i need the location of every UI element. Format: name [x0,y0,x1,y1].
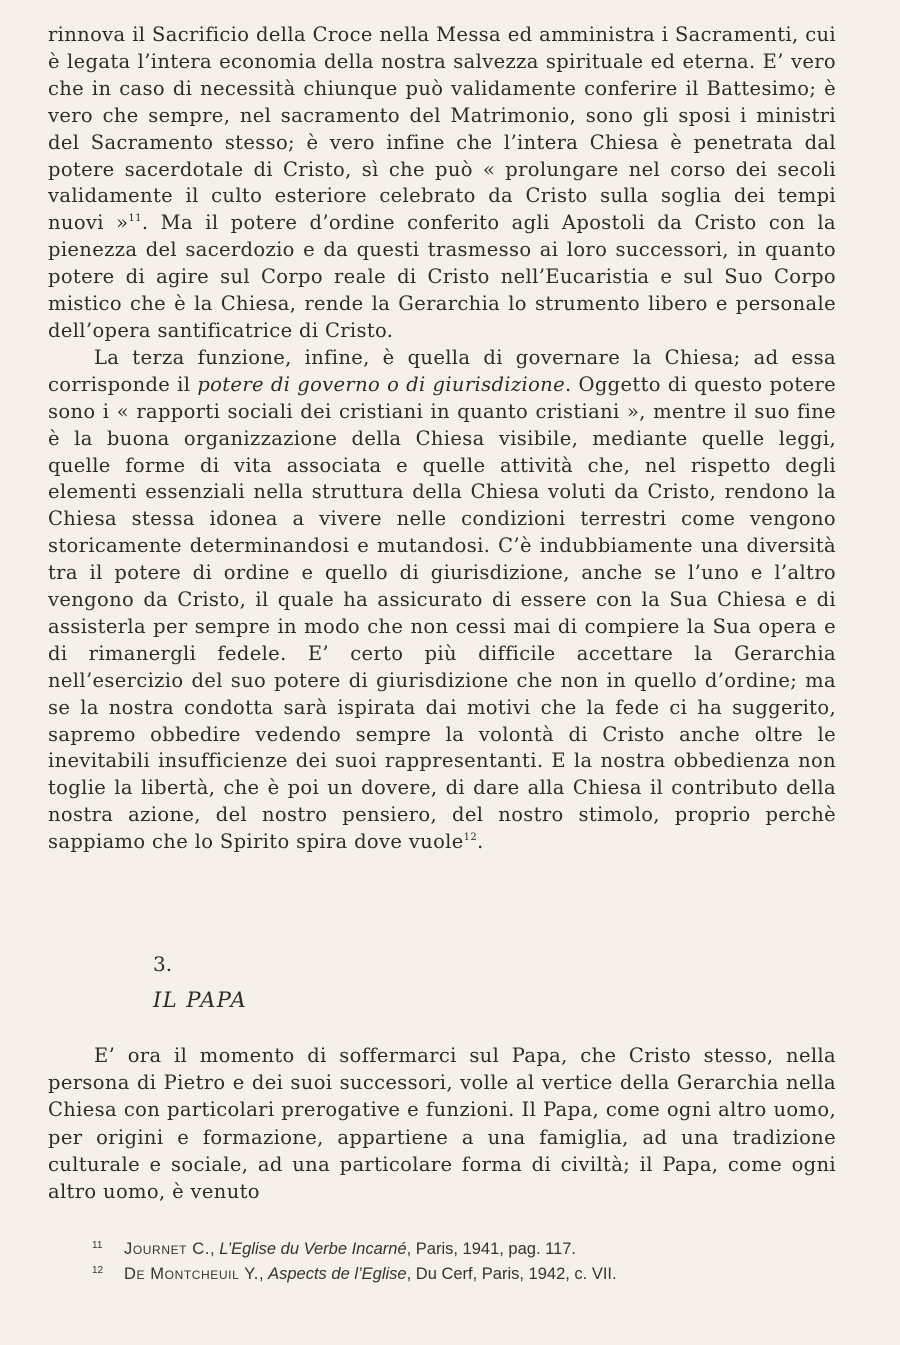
section-number: 3. [153,952,173,976]
paragraph-1 [48,22,836,345]
footnote-ref-12[interactable]: 12 [463,832,478,844]
section-title: IL PAPA [153,988,248,1012]
paragraph-2-emphasis: potere di governo o di giurisdizione [197,372,565,396]
footnote-text: Journet C., L’Eglise du Verbe Incarné, Paris, 1941, pag. 117. [124,1240,577,1258]
footnote-details: , Du Cerf, Paris, 1942, c. VII. [406,1265,617,1283]
footnote-number: 12 [92,1265,104,1276]
footnote-number: 11 [92,1240,103,1251]
footnote-details: , Paris, 1941, pag. 117. [406,1240,577,1258]
main-text [48,22,836,856]
footnote-11 [48,1237,848,1262]
section-paragraph: E’ ora il momento di soffermarci sul Papa, che Cristo stesso, nella persona di Pietro e dei suoi successori, volle al vertice della Gerarchia nella Chiesa con particolari prerogative e funzioni. Il Papa, come ogni altro uomo, per origini e formazione, appartiene a una famiglia, ad una tradizione culturale e sociale, ad una particolare forma di civiltà; il Papa, come ogni altro uomo, è venuto [48,1044,836,1204]
footnote-author: Journet C. [124,1240,211,1258]
footnote-title: L’Eglise du Verbe Incarné [219,1240,407,1258]
footnote-text: De Montcheuil Y., Aspects de l’Eglise, Du Cerf, Paris, 1942, c. VII. [124,1265,617,1283]
paragraph-1-text-b: . Ma il potere d’ordine conferito agli Apostoli da Cristo con la pienezza del sacerdozio e da questi trasmesso ai loro successori, in quanto potere di agire sul Corpo reale di Cristo nell’Eucaristia e sul Suo Corpo mistico che è la Chiesa, rende la Gerarchia lo strumento libero e personale dell’opera santificatrice di Cristo. [48,211,836,342]
footnote-ref-11[interactable]: 11 [128,213,142,225]
paragraph-2 [48,345,836,856]
paragraph-2-text-a: La terza funzione, infine, è quella di governare la Chiesa; ad essa corrisponde il [48,345,836,396]
paragraph-2-text-b: . Oggetto di questo potere sono i « rapporti sociali dei cristiani in quanto cristiani », mentre il suo fine è la buona organizzazione della Chiesa visibile, mediante quelle leggi, quelle forme di vita associata e quelle attività che, nel rispetto degli elementi essenziali nella struttura della Chiesa voluti da Cristo, rendono la Chiesa stessa idonea a vivere nelle condizioni terrestri come vengono storicamente determinandosi e mutandosi. C’è indubbiamente una diversità tra il potere di ordine e quello di giurisdizione, anche se l’uno e l’altro vengono da Cristo, il quale ha assicurato di essere con la Sua Chiesa e di assisterla per sempre in modo che non cessi mai di compiere la Sua opera e di rimanergli fedele. E’ certo più difficile accettare la Gerarchia nell’esercizio del suo potere di giurisdizione che non in quello d’ordine; ma se la nostra condotta sarà ispirata dai motivi che la fede ci ha suggerito, sapremo obbedire vedendo sempre la volontà di Cristo anche oltre le inevitabili insufficienze dei suoi rappresentanti. E la nostra obbedienza non toglie la libertà, che è poi un dovere, di dare alla Chiesa il contributo della nostra azione, del nostro pensiero, del nostro stimolo, proprio perchè sappiamo che lo Spirito spira dove vuole [48,372,837,854]
section-text [48,1042,836,1205]
footnote-12 [48,1262,848,1287]
footnote-title: Aspects de l’Eglise [268,1265,407,1283]
footnotes [48,1237,848,1287]
footnote-author: De Montcheuil Y. [124,1265,259,1283]
paragraph-1-text-a: rinnova il Sacrificio della Croce nella Messa ed amministra i Sacramenti, cui è legata l’intera economia della nostra salvezza spirituale ed eterna. E’ vero che in caso di necessità chiunque può validamente conferire il Battesimo; è vero che sempre, nel sacramento del Matrimonio, sono gli sposi i ministri del Sacramento stesso; è vero infine che l’intera Chiesa è penetrata dal potere sacerdotale di Cristo, sì che può « prolungare nel corso dei secoli validamente il culto esteriore celebrato da Cristo sulla soglia dei tempi nuovi » [48,23,836,235]
paragraph-2-text-c: . [477,830,484,854]
